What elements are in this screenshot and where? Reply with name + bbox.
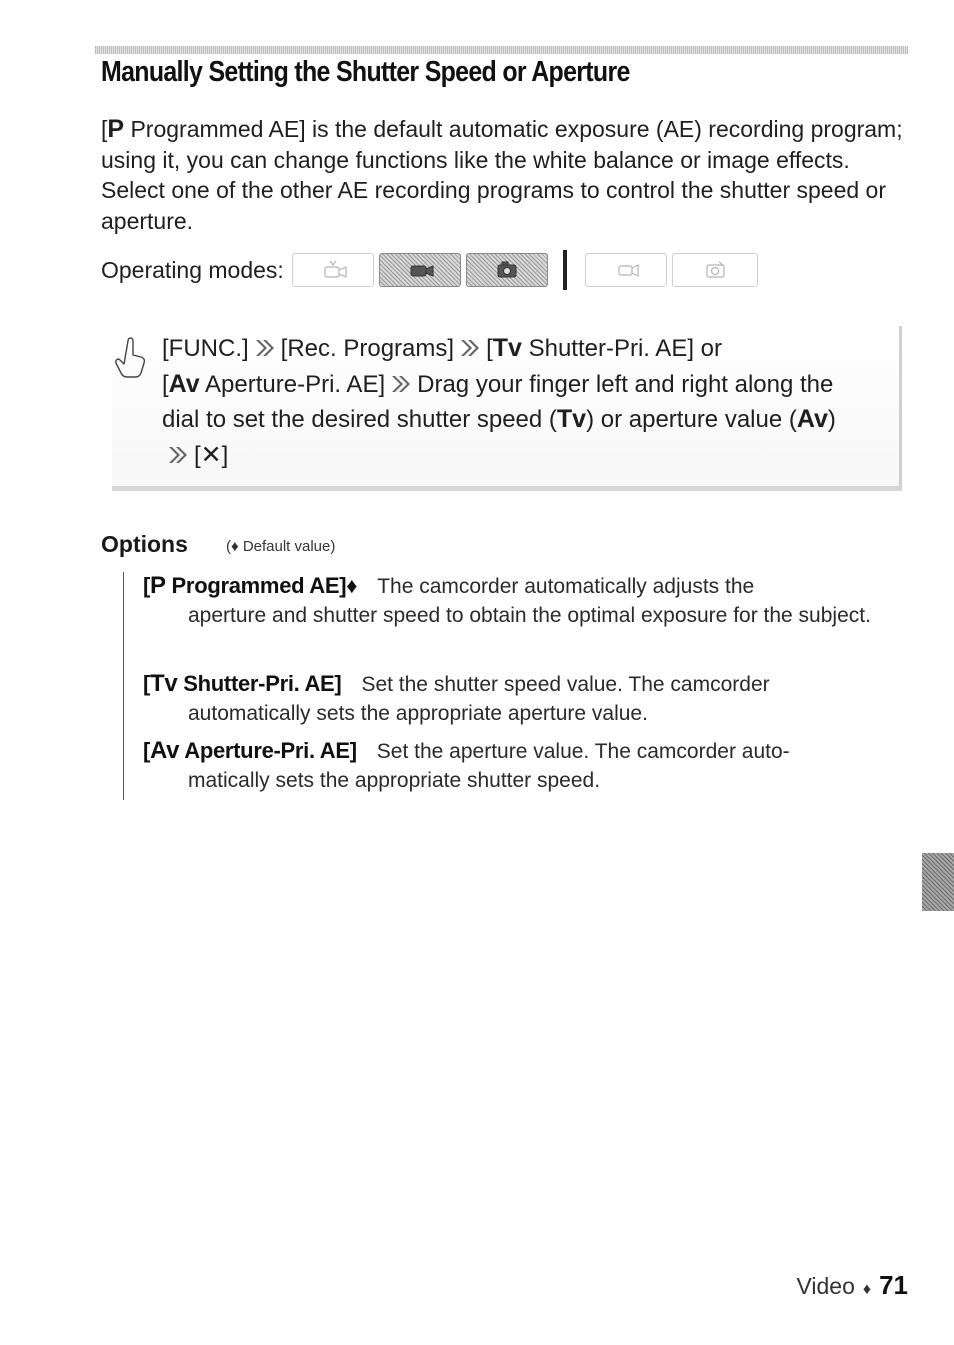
rec-programs-step: [Rec. Programs] [280, 335, 455, 362]
operating-modes-label: Operating modes: [101, 256, 284, 283]
option-aperture-pri-ae [143, 737, 903, 795]
header-rule [95, 46, 908, 54]
option-description: The camcorder automatically adjusts the [377, 575, 755, 598]
bracket: [ [143, 738, 151, 763]
option-description: Set the aperture value. The camcorder auto- [376, 740, 790, 763]
func-step: [FUNC.] [162, 335, 249, 362]
options-rule [123, 572, 124, 800]
option-programmed-ae [143, 572, 903, 630]
intro-paragraph [101, 114, 911, 236]
page-title: Manually Setting the Shutter Speed or Aperture [101, 56, 630, 88]
manual-video-mode-icon [379, 253, 461, 287]
option-description-cont: aperture and shutter speed to obtain the optimal exposure for the subject. [188, 603, 871, 627]
default-value-note: (♦ Default value) [226, 538, 336, 555]
bracket: [ [162, 370, 169, 398]
next-arrow-icon [254, 338, 276, 358]
drag-step: Drag your finger left and right along the dial to set the desired shutter speed ( [162, 370, 834, 433]
option-term [143, 573, 357, 598]
auto-mode-icon [292, 253, 374, 287]
footer-bullet: ♦ [862, 1281, 872, 1298]
option-shutter-pri-ae [143, 670, 903, 728]
bracket: [ [143, 573, 151, 598]
bracket: ] [221, 441, 229, 469]
next-arrow-icon [459, 338, 481, 358]
option-name: Aperture-Pri. AE] [179, 738, 357, 763]
bracket: [ [194, 441, 201, 469]
playback-photo-mode-icon [672, 253, 758, 287]
intro-text: Programmed AE] is the default automatic exposure (AE) recording program; using it, you can change functions like the white balance or image effects. Select one of the other AE recording programs to control the shutter speed or aperture. [101, 116, 903, 234]
av-glyph: Av [150, 737, 180, 764]
av-glyph: Av [168, 369, 200, 398]
tv-glyph: Tv [492, 334, 522, 362]
tv-glyph: Tv [150, 670, 178, 697]
aperture-pri-step: Aperture-Pri. AE] [199, 370, 386, 398]
shutter-pri-step: Shutter-Pri. AE] or [521, 335, 722, 362]
page-number: 71 [879, 1270, 908, 1300]
option-term [143, 738, 357, 763]
intro-bracket: [ [101, 116, 108, 142]
close-icon: ✕ [200, 440, 222, 469]
mode-separator [563, 250, 567, 290]
touch-hand-icon [114, 335, 148, 383]
option-description-cont: automatically sets the appropriate aperture value. [188, 701, 648, 725]
av-glyph: Av [796, 405, 828, 433]
operating-modes-row [101, 250, 763, 290]
options-heading: Options [101, 531, 188, 557]
program-ae-glyph: P [150, 572, 166, 599]
program-ae-glyph: P [107, 115, 125, 143]
option-description-cont: matically sets the appropriate shutter speed. [188, 768, 601, 792]
option-name: Programmed AE]♦ [165, 573, 358, 598]
chapter-tab [922, 853, 954, 911]
next-arrow-icon [390, 374, 412, 394]
page-footer [796, 1270, 908, 1301]
option-description: Set the shutter speed value. The camcorder [361, 673, 770, 696]
drag-step-mid: ) or aperture value ( [586, 406, 797, 433]
footer-section: Video [796, 1273, 855, 1299]
procedure-steps [162, 331, 852, 473]
option-name: Shutter-Pri. AE] [177, 671, 342, 696]
next-arrow-icon [167, 445, 189, 465]
tv-glyph: Tv [556, 405, 587, 433]
bracket: [ [143, 671, 151, 696]
playback-video-mode-icon [585, 253, 667, 287]
camera-mode-icon [466, 253, 548, 287]
bracket: [ [486, 335, 493, 362]
drag-step-end: ) [827, 406, 836, 433]
option-term [143, 671, 341, 696]
